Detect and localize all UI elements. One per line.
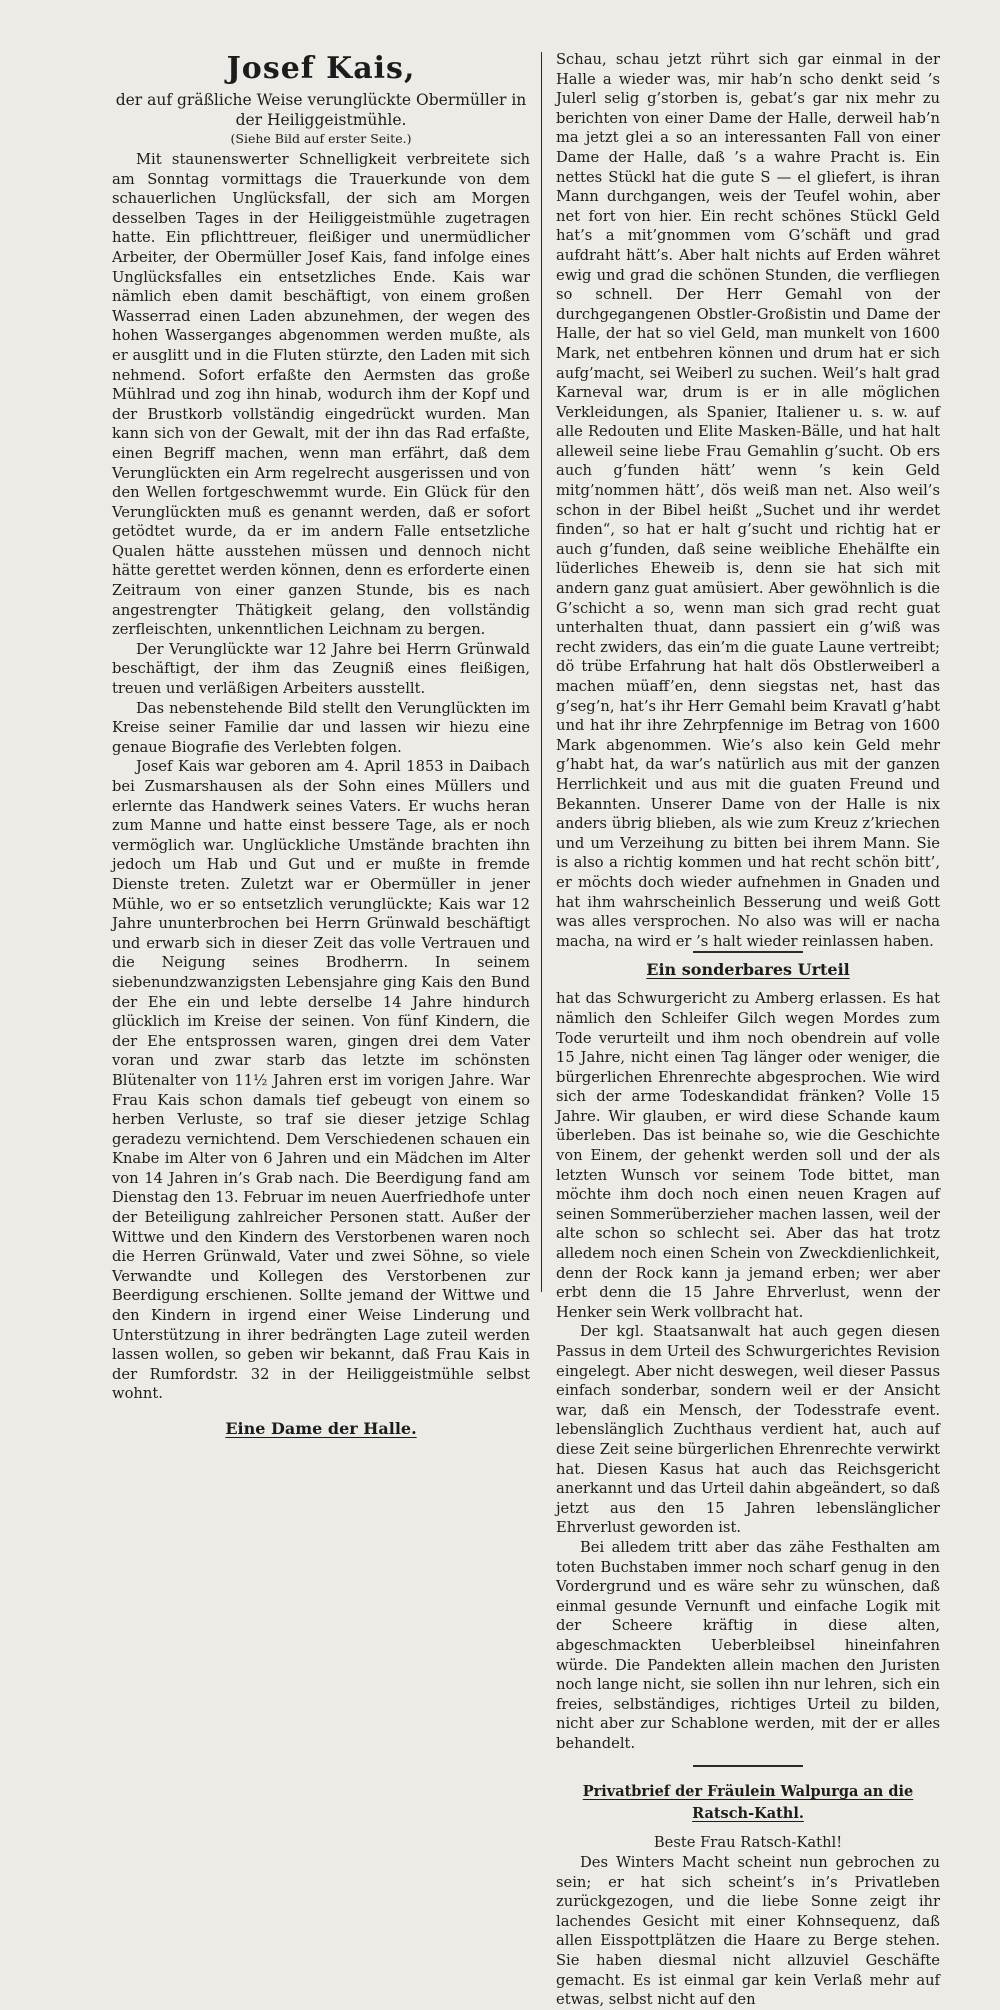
article-privatbrief-paragraph: Des Winters Macht scheint nun gebrochen zu sein; er hat sich scheint’s in’s Privatleben zurückgezogen, und die liebe Sonne zeigt ihr lachendes Gesicht mit einer Kohnsequenz, daß allen Eisspottplätzen die Haare zu Berge stehen. Sie haben diesmal nicht allzuviel Geschäfte gemacht. Es ist einmal gar kein Verlaß mehr auf etwas, selbst nicht auf den: [556, 1854, 940, 2009]
article-urteil-paragraph: Der kgl. Staatsanwalt hat auch gegen diesen Passus in dem Urteil des Schwurgerichtes Revision eingelegt. Aber nicht deswegen, weil dieser Passus einfach sonderbar, sondern weil er der Ansicht war, daß ein Mensch, der Todesstrafe event. lebenslänglich Zuchthaus verdient hat, auch auf diese Zeit seine bürgerlichen Ehrenrechte verwirkt hat. Diesen Kasus hat auch das Reichsgericht anerkannt und das Urteil dahin abgeändert, so daß jetzt aus den 15 Jahren lebenslänglicher Ehrverlust geworden ist.: [556, 1323, 940, 1537]
article-josef-kais-paragraph: Der Verunglückte war 12 Jahre bei Herrn Grünwald beschäftigt, der ihm das Zeugniß eines fleißigen, treuen und verläßigen Arbeiters ausstellt.: [112, 640, 530, 698]
article-privatbrief-title: Privatbrief der Fräulein Walpurga an die Ratsch-Kathl.: [582, 1783, 914, 1823]
article-urteil-paragraph: Bei alledem tritt aber das zähe Festhalten am toten Buchstaben immer noch scharf genug in den Vordergrund und es wäre sehr zu wünschen, daß einmal gesunde Vernunft und einfache Logik mit der Scheere kräftig in diese alten, abgeschmackten Ueberbleibsel hineinfahren würde. Die Pandekten allein machen den Juristen noch lange nicht, sie sollen ihn nur lehren, sich ein freies, selbständiges, richtiges Urteil zu bilden, nicht aber zur Schablone werden, mit der er alles behandelt.: [556, 1538, 940, 1752]
article-josef-kais-paragraph: Das nebenstehende Bild stellt den Verunglückten im Kreise seiner Familie dar und lassen wir hiezu eine genaue Biografie des Verlebten folgen.: [112, 699, 530, 756]
article-dame-der-halle-continuation: Schau, schau jetzt rührt sich gar einmal in der Halle a wieder was, mir hab’n scho denkt seid ’s Julerl selig g’storben is, gebat’s gar nix mehr zu berichten von einer Dame der Halle, derweil hab’n ma jetzt glei a so an interessanten Fall von einer Dame der Halle, daß ’s a wahre Pracht is. Ein nettes Stückl hat die gute S — el gliefert, is ihran Mann durchgangen, weis der Teufel wohin, aber net fort von hier. Ein recht schönes Stückl Geld hat’s a mit’gnommen vom G’schäft und grad aufdraht hätt’s. Aber halt nichts auf Erden währet ewig und grad die schönen Stunden, die verfliegen so schnell. Der Herr Gemahl von der durchgegangenen Obstler-Großistin und Dame der Halle, der hat so viel Geld, man munkelt von 1600 Mark, net entbehren können und drum hat er sich aufg’macht, sei Weiberl zu suchen. Weil’s halt grad Karneval war, drum is er in alle möglichen Verkleidungen, als Spanier, Italiener u. s. w. auf alle Redouten und Elite Masken-Bälle, und hat halt alleweil seine liebe Frau Gemahlin g’sucht. Ob ers auch g’funden hätt’ wenn ’s kein Geld mitg’nommen hätt’, dös weiß man net. Also weil’s schon in der Bibel heißt „Suchet und ihr werdet finden“, so hat er halt g’sucht und richtig hat er auch g’funden, daß seine weibliche Ehehälfte ein lüderliches Eheweib is, denn sie hat sich mit andern ganz guat amüsiert. Aber gewöhnlich is die G’schicht a so, wenn man sich grad recht guat unterhalten thuat, dann passiert ein g’wiß was recht zwiders, das ein’m die guate Laune vertreibt; dö trübe Erfahrung hat halt dös Obstlerweiberl a machen müaff’en, denn siegstas net, hast das g’seg’n, hat’s ihr Herr Gemahl beim Kravatl g’habt und hat ihr ihre Zehrpfennige im Betrag von 1600 Mark abgenommen. Wie’s also kein Geld mehr g’habt hat, da war’s natürlich aus mit der ganzen Herrlichkeit und aus mit die guaten Freund und Bekannten. Unserer Dame von der Halle is nix anders übrig blieben, als wie zum Kreuz z’kriechen und um Verzeihung zu bitten bei ihrem Mann. Sie is also a richtig kommen und hat recht schön bitt’, er möchts doch wieder aufnehmen in Gnaden und hat ihm wahrscheinlich Besserung und weiß Gott was alles versprochen. No also was will er nacha macha, na wird er ’s halt wieder reinlassen haben.: [556, 51, 940, 950]
section-separator: [693, 951, 803, 953]
article-urteil-paragraph: hat das Schwurgericht zu Amberg erlassen. Es hat nämlich den Schleifer Gilch wegen Mordes zum Tode verurteilt und ihm noch obendrein auf volle 15 Jahre, nicht einen Tag länger oder weniger, die bürgerlichen Ehrenrechte abgesprochen. Wie wird sich der arme Todeskandidat fränken? Volle 15 Jahre. Wir glauben, er wird diese Schande kaum überleben. Das ist beinahe so, wie die Geschichte von Einem, der gehenkt werden soll und der als letzten Wunsch vor seinem Tode bittet, man möchte ihm doch noch einen neuen Kragen auf seinen Sommerüberzieher machen lassen, weil der alte schon so schlecht sei. Aber das hat trotz alledem noch einen Schein von Zweckdienlichkeit, denn der Rock kann ja jemand erben; wer aber erbt denn die 15 Jahre Ehrverlust, wenn der Henker sein Werk vollbracht hat.: [556, 990, 940, 1321]
letter-salutation: Beste Frau Ratsch-Kathl!: [653, 1834, 843, 1852]
article-dame-der-halle-title: Eine Dame der Halle.: [225, 1419, 417, 1438]
picture-reference-note: (Siehe Bild auf erster Seite.): [230, 131, 412, 146]
article-josef-kais-paragraph: Mit staunenswerter Schnelligkeit verbreitete sich am Sonntag vormittags die Trauerkunde von dem schauerlichen Unglücksfall, der sich am Morgen desselben Tages in der Heiliggeistmühle zugetragen hatte. Ein pflichttreuer, fleißiger und unermüdlicher Arbeiter, der Obermüller Josef Kais, fand infolge eines Unglücksfalles ein entsetzliches Ende. Kais war nämlich eben damit beschäftigt, von einem großen Wasserrad einen Laden abzunehmen, der wegen des hohen Wasserganges abgenommen werden mußte, als er ausglitt und in die Fluten stürzte, den Laden mit sich nehmend. Sofort erfaßte den Aermsten das große Mühlrad und zog ihn hinab, wodurch ihm der Kopf und der Brustkorb vollständig eingedrückt wurden. Man kann sich von der Gewalt, mit der ihn das Rad erfaßte, einen Begriff machen, wenn man erfährt, daß dem Verunglückten ein Arm regelrecht ausgerissen und von den Wellen fortgeschwemmt wurde. Ein Glück für den Verunglückten muß es genannt werden, daß er sofort getödtet wurde, da er im andern Falle entsetzliche Qualen hätte ausstehen müssen und dennoch nicht hätte gerettet werden können, denn es erforderte einen Zeitraum von einer ganzen Stunde, bis es nach angestrengter Thätigkeit gelang, den vollständig zerfleischten, unkenntlichen Leichnam zu bergen.: [112, 151, 530, 639]
section-separator: [693, 1765, 803, 1767]
article-josef-kais-title: Josef Kais,: [226, 51, 416, 86]
article-urteil-title: Ein sonderbares Urteil: [646, 960, 850, 980]
right-column: [556, 50, 940, 2010]
column-divider: [541, 52, 542, 1292]
article-josef-kais-subtitle: der auf gräßliche Weise verunglückte Obermüller in der Heiliggeistmühle.: [115, 91, 527, 129]
left-column: [112, 50, 530, 1448]
article-josef-kais-paragraph: Josef Kais war geboren am 4. April 1853 in Daibach bei Zusmarshausen als der Sohn eines Müllers und erlernte das Handwerk seines Vaters. Er wuchs heran zum Manne und hatte einst bessere Tage, als er noch vermöglich war. Unglückliche Umstände brachten ihn jedoch um Hab und Gut und er mußte in fremde Dienste treten. Zuletzt war er Obermüller in jener Mühle, wo er so entsetzlich verunglückte; Kais war 12 Jahre ununterbrochen bei Herrn Grünwald beschäftigt und erwarb sich in dieser Zeit das volle Vertrauen und die Neigung seines Brodherrn. In seinem siebenundzwanzigsten Lebensjahre ging Kais den Bund der Ehe ein und lebte derselbe 14 Jahre hindurch glücklich im Kreise der seinen. Von fünf Kindern, die der Ehe entsprossen waren, gingen drei dem Vater voran und zwar starb das letzte im schönsten Blütenalter von 11½ Jahren erst im vorigen Jahre. War Frau Kais schon damals tief gebeugt von einem so herben Verluste, so traf sie dieser jetzige Schlag geradezu vernichtend. Dem Verschiedenen schauen ein Knabe im Alter von 6 Jahren und ein Mädchen im Alter von 14 Jahren in’s Grab nach. Die Beerdigung fand am Dienstag den 13. Februar im neuen Auerfriedhofe unter der Beteiligung zahlreicher Personen statt. Außer der Wittwe und den Kindern des Verstorbenen waren noch die Herren Grünwald, Vater und zwei Söhne, so viele Verwandte und Kollegen des Verstorbenen zur Beerdigung erschienen. Sollte jemand der Wittwe und den Kindern in irgend einer Weise Linderung und Unterstützung in ihrer bedrängten Lage zuteil werden lassen wollen, so geben wir bekannt, daß Frau Kais in der Rumfordstr. 32 in der Heiliggeistmühle selbst wohnt.: [112, 758, 530, 1403]
